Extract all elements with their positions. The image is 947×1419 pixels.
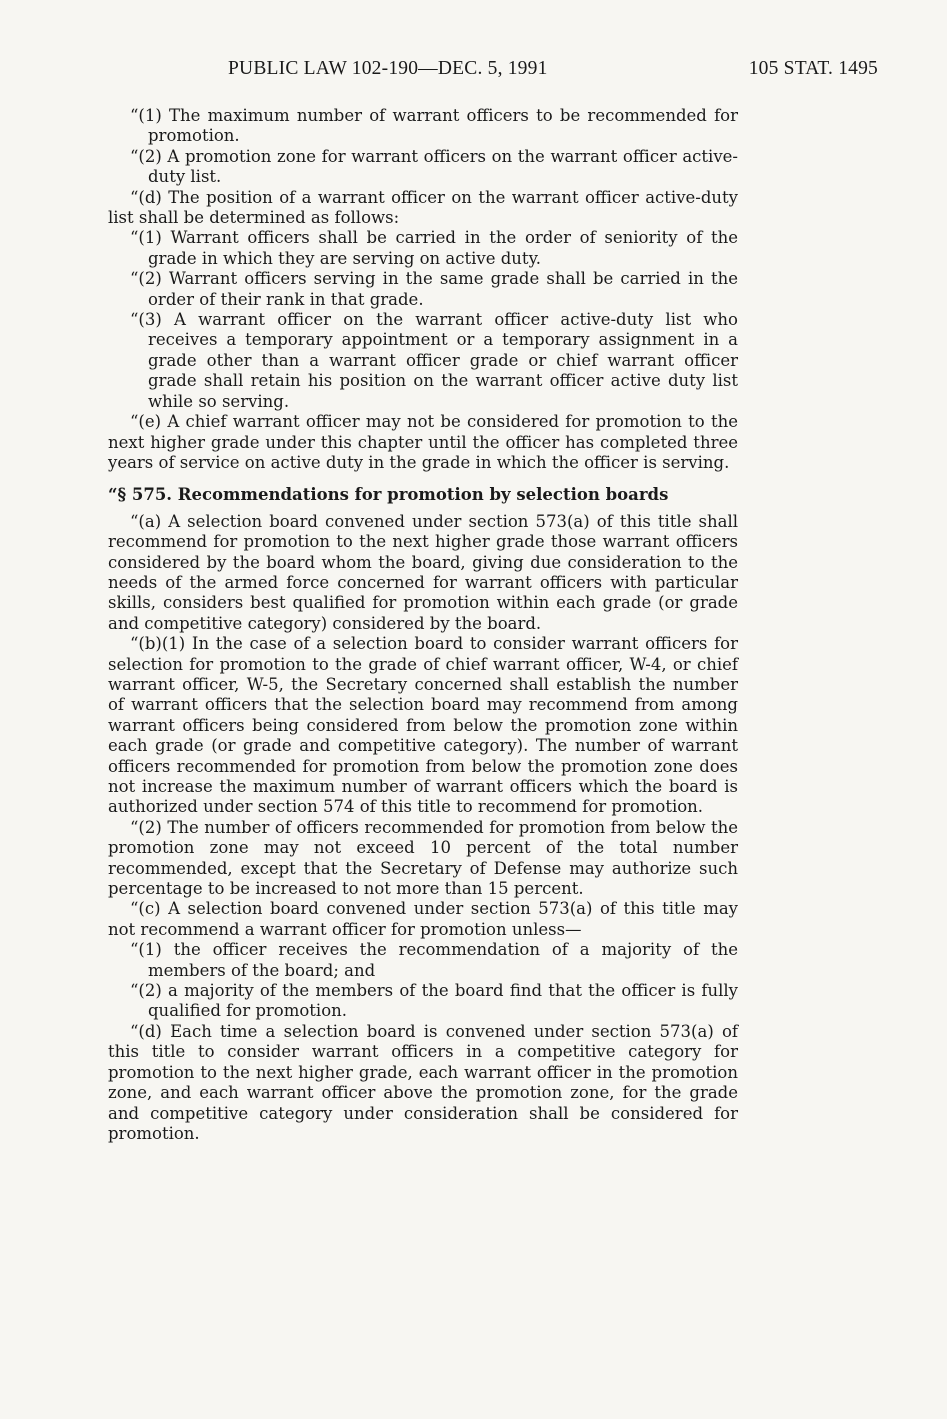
paragraph-c2: “(2) A promotion zone for warrant officers on the warrant officer active-duty list. bbox=[130, 146, 738, 187]
paragraph-c1: “(1) The maximum number of warrant officers to be recommended for promotion. bbox=[130, 106, 738, 146]
paragraph-575-c1: “(1) the officer receives the recommendation of a majority of the members of the board; and bbox=[130, 940, 738, 980]
paragraph-575-a: “(a) A selection board convened under section 573(a) of this title shall recommend for promotion to the next higher grade those warrant officers considered by the board whom the board, giving due consideration to the needs of the armed force concerned for warrant officers with particular skills, considers best qualified for promotion within each grade (or grade and competitive category) considered by the board. bbox=[108, 511, 738, 633]
body-text bbox=[108, 106, 738, 1144]
paragraph-d2: “(2) Warrant officers serving in the same grade shall be carried in the order of their rank in that grade. bbox=[130, 269, 738, 309]
paragraph-575-c: “(c) A selection board convened under section 573(a) of this title may not recommend a warrant officer for promotion unless— bbox=[108, 899, 738, 939]
paragraph-e: “(e) A chief warrant officer may not be considered for promotion to the next higher grade under this chapter until the officer has completed three years of service on active duty in the grade in which the officer is serving. bbox=[108, 412, 738, 472]
paragraph-575-b1: “(b)(1) In the case of a selection board to consider warrant officers for selection for promotion to the grade of chief warrant officer, W-4, or chief warrant officer, W-5, the Secretary concerned shall establish the number of warrant officers that the selection board may recommend from among warrant officers being considered from below the promotion zone within each grade (or grade and competitive category). The number of warrant officers recommended for promotion from below the promotion zone does not increase the maximum number of warrant officers which the board is authorized under section 574 of this title to recommend for promotion. bbox=[108, 634, 738, 817]
paragraph-d: “(d) The position of a warrant officer on the warrant officer active-duty list shall be determined as follows: bbox=[108, 187, 738, 228]
stat-page-number: 105 STAT. 1495 bbox=[748, 58, 878, 79]
paragraph-575-c2: “(2) a majority of the members of the board find that the officer is fully qualified for promotion. bbox=[130, 981, 738, 1021]
law-date-header: PUBLIC LAW 102-190—DEC. 5, 1991 bbox=[228, 58, 548, 79]
paragraph-575-b2: “(2) The number of officers recommended for promotion from below the promotion zone may not exceed 10 percent of the total number recommended, except that the Secretary of Defense may authorize such percentage to be increased to not more than 15 percent. bbox=[108, 817, 738, 899]
paragraph-d3: “(3) A warrant officer on the warrant officer active-duty list who receives a temporary appointment or a temporary assignment in a grade other than a warrant officer grade or chief warrant officer grade shall retain his position on the warrant officer active duty list while so serving. bbox=[130, 310, 738, 411]
section-575-heading: “§ 575. Recommendations for promotion by selection boards bbox=[108, 485, 669, 505]
paragraph-d1: “(1) Warrant officers shall be carried in the order of seniority of the grade in which they are serving on active duty. bbox=[130, 228, 738, 268]
paragraph-575-d: “(d) Each time a selection board is convened under section 573(a) of this title to consider warrant officers in a competitive category for promotion to the next higher grade, each warrant officer in the promotion zone, and each warrant officer above the promotion zone, for the grade and competitive category under consideration shall be considered for promotion. bbox=[108, 1021, 738, 1143]
